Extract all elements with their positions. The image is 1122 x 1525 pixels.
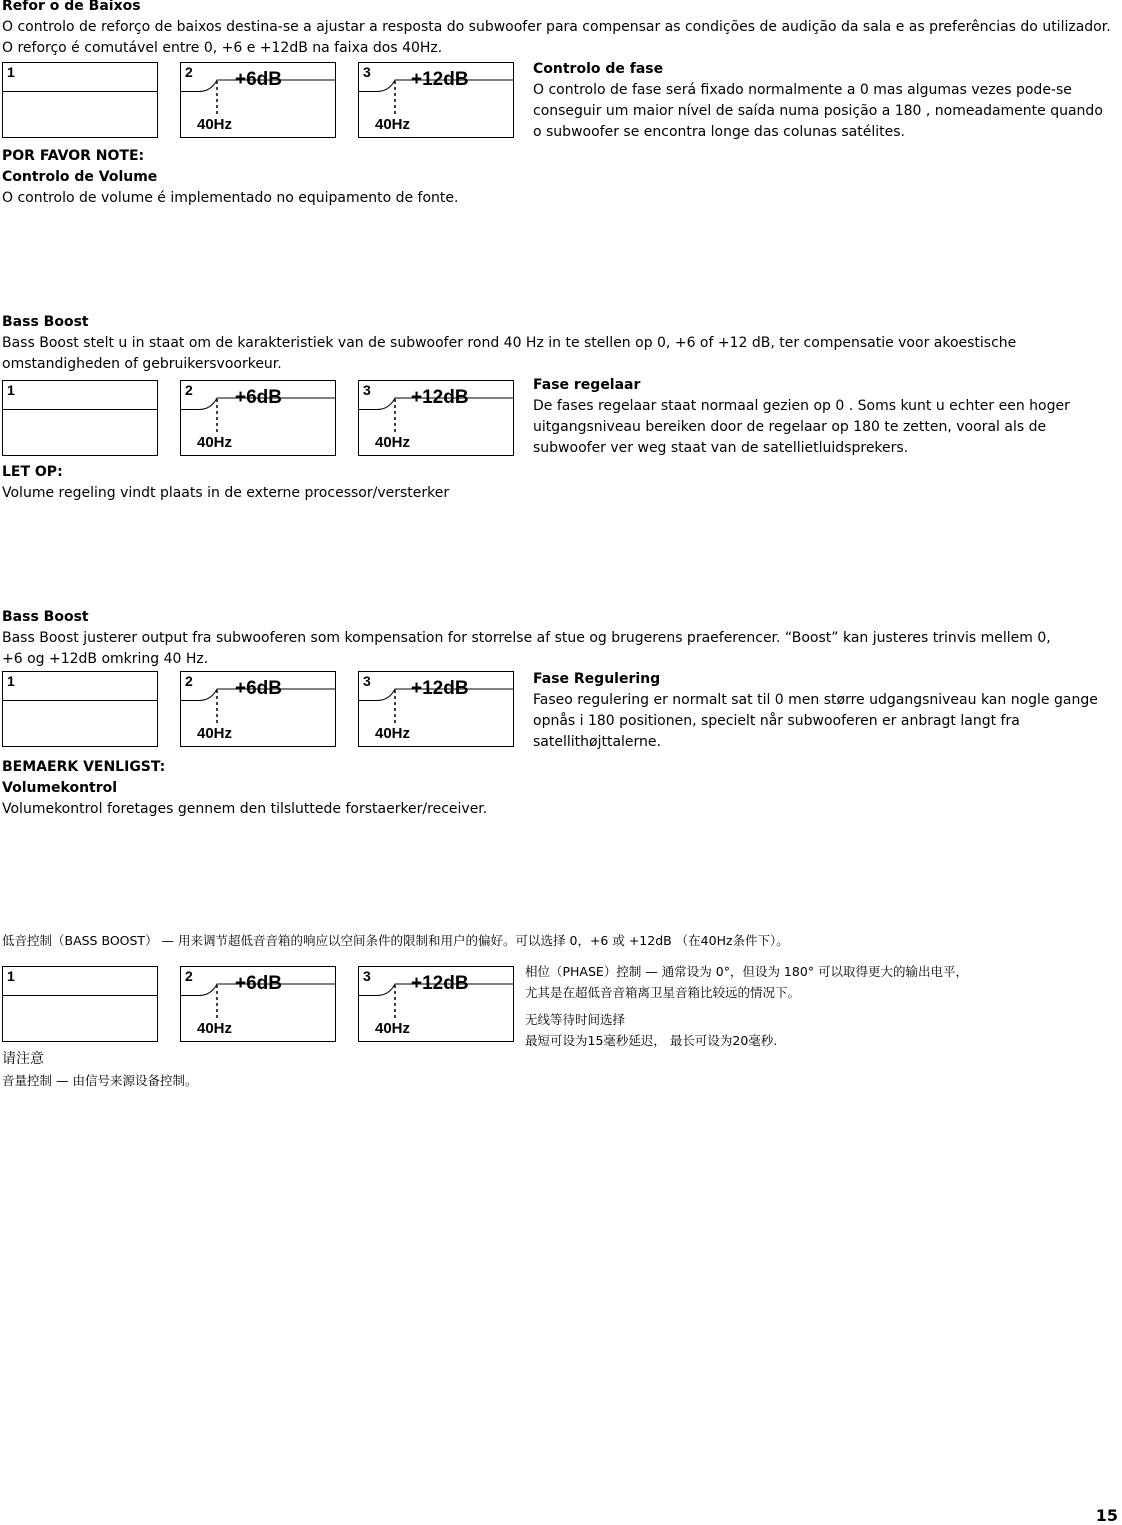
boost-diagram-flat: [2, 966, 158, 1042]
nl-note-block: [2, 462, 449, 504]
diagram-number: 3: [363, 64, 371, 80]
frequency-label: 40Hz: [197, 434, 233, 451]
frequency-label: 40Hz: [375, 725, 411, 742]
zh-intro-text: 低音控制（BASS BOOST） — 用来调节超低音音箱的响应以空间条件的限制和用户的偏好。可以选择 0，+6 或 +12dB （在40Hz条件下）。: [2, 933, 789, 948]
boost-diagram-6db: [180, 380, 336, 456]
frequency-label: 40Hz: [197, 1020, 233, 1037]
boost-level-label: +6dB: [235, 973, 282, 994]
phase-title: Fase regelaar: [533, 377, 641, 393]
note-subtitle: Volumekontrol: [2, 780, 118, 796]
diagram-number: 1: [7, 382, 15, 398]
diagram-number: 1: [7, 968, 15, 984]
diagram-number: 3: [363, 968, 371, 984]
note-title: BEMAERK VENLIGST:: [2, 759, 166, 775]
diagram-number: 2: [185, 382, 193, 398]
intro-line: +6 og +12dB omkring 40 Hz.: [2, 651, 209, 667]
wireless-title: 无线等待时间选择: [525, 1012, 626, 1027]
boost-diagram-6db: [180, 671, 336, 747]
nl-phase-block: [533, 375, 1113, 459]
frequency-label: 40Hz: [375, 1020, 411, 1037]
diagram-number: 2: [185, 64, 193, 80]
phase-text-line: 尤其是在超低音音箱离卫星音箱比较远的情况下。: [525, 985, 801, 1000]
pt-note-block: [2, 146, 458, 209]
diagram-number: 1: [7, 673, 15, 689]
note-text: Volumekontrol foretages gennem den tilsluttede forstaerker/receiver.: [2, 801, 488, 817]
boost-level-label: +12dB: [411, 387, 469, 408]
boost-level-label: +6dB: [235, 678, 282, 699]
boost-diagram-flat: [2, 62, 158, 138]
nl-intro-text: Bass Boost stelt u in staat om de karakteristiek van de subwoofer rond 40 Hz in te stellen op 0, +6 of +12 dB, ter compensatie voor akoestische omstandigheden of gebruikersvoorkeur.: [2, 335, 1017, 372]
frequency-label: 40Hz: [197, 725, 233, 742]
zh-phase-block: [525, 961, 1105, 1051]
phase-text: De fases regelaar staat normaal gezien op 0 . Soms kunt u echter een hoger uitgangsniveau bereiken door de regelaar op 180 te zetten, vooral als de subwoofer ver weg staat van de satellietluidsprekers.: [533, 398, 1070, 456]
nl-section-title: Bass Boost: [2, 314, 89, 330]
boost-diagram-flat: [2, 671, 158, 747]
boost-level-label: +12dB: [411, 678, 469, 699]
intro-line: Bass Boost justerer output fra subwooferen som kompensation for storrelse af stue og brugerens praeferencer. “Boost” kan justeres trinvis mellem 0,: [2, 630, 1051, 646]
boost-diagram-12db: [358, 380, 514, 456]
frequency-label: 40Hz: [375, 434, 411, 451]
pt-section-title: Refor o de Baixos: [2, 0, 141, 14]
boost-level-label: +12dB: [411, 69, 469, 90]
diagram-number: 2: [185, 968, 193, 984]
note-title: LET OP:: [2, 464, 63, 480]
page-number: 15: [1095, 1506, 1118, 1525]
pt-intro-text: O controlo de reforço de baixos destina-se a ajustar a resposta do subwoofer para compensar as condições de audição da sala e as preferências do utilizador. O reforço é comutável entre 0, +6 e +12dB na faixa dos 40Hz.: [2, 19, 1111, 56]
note-subtitle: Controlo de Volume: [2, 169, 158, 185]
boost-level-label: +6dB: [235, 387, 282, 408]
diagram-number: 3: [363, 382, 371, 398]
phase-text: Faseo regulering er normalt sat til 0 men større udgangsniveau kan nogle gange opnås i 180 positionen, specielt når subwooferen er anbragt langt fra satellithøjttalerne.: [533, 692, 1098, 750]
frequency-label: 40Hz: [375, 116, 411, 133]
diagram-number: 1: [7, 64, 15, 80]
boost-diagram-6db: [180, 966, 336, 1042]
pt-phase-block: [533, 59, 1113, 143]
note-title: 请注意: [2, 1051, 44, 1067]
note-text: 音量控制 — 由信号来源设备控制。: [2, 1073, 198, 1088]
da-section-title: Bass Boost: [2, 609, 89, 625]
boost-level-label: +12dB: [411, 973, 469, 994]
phase-text: O controlo de fase será fixado normalmente a 0 mas algumas vezes pode-se conseguir um maior nível de saída numa posição a 180 , nomeadamente quando o subwoofer se encontra longe das colunas satélites.: [533, 82, 1103, 140]
boost-diagram-12db: [358, 966, 514, 1042]
da-note-block: [2, 757, 487, 820]
phase-text-line: 相位（PHASE）控制 — 通常设为 0°，但设为 180° 可以取得更大的输出电平，: [525, 964, 969, 979]
diagram-number: 2: [185, 673, 193, 689]
note-text: Volume regeling vindt plaats in de externe processor/versterker: [2, 485, 450, 501]
boost-diagram-flat: [2, 380, 158, 456]
note-title: POR FAVOR NOTE:: [2, 148, 145, 164]
boost-diagram-12db: [358, 62, 514, 138]
phase-title: Controlo de fase: [533, 61, 664, 77]
boost-level-label: +6dB: [235, 69, 282, 90]
phase-title: Fase Regulering: [533, 671, 661, 687]
wireless-text: 最短可设为15毫秒延迟， 最长可设为20毫秒.: [525, 1033, 778, 1048]
boost-diagram-12db: [358, 671, 514, 747]
frequency-label: 40Hz: [197, 116, 233, 133]
note-text: O controlo de volume é implementado no equipamento de fonte.: [2, 190, 459, 206]
da-intro-text: [2, 628, 1122, 670]
diagram-number: 3: [363, 673, 371, 689]
da-phase-block: [533, 669, 1113, 753]
zh-note-block: [2, 1049, 197, 1091]
boost-diagram-6db: [180, 62, 336, 138]
